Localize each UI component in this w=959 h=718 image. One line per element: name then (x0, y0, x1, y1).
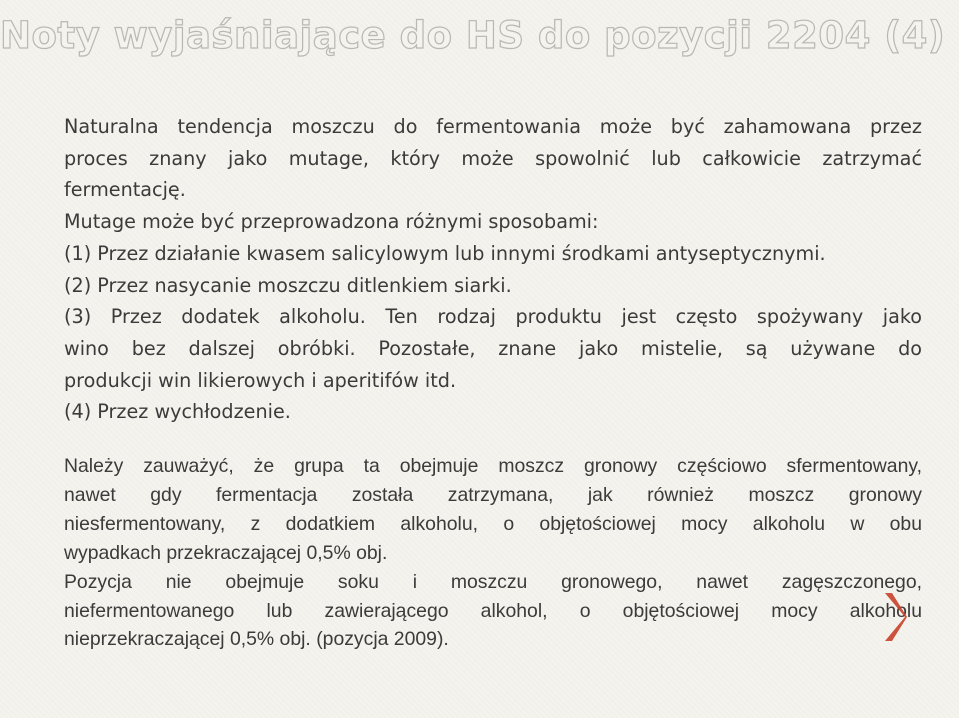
text-line: Mutage może być przeprowadzona różnymi sposobami: (64, 210, 599, 234)
text-line: (1) Przez działanie kwasem salicylowym lub innymi środkami antyseptycznymi. (64, 241, 826, 265)
body-block-mutage (64, 111, 922, 428)
text-line: proces znany jako mutage, który może spowolnić lub całkowicie zatrzymać (64, 146, 922, 170)
text-line: produkcji win likierowych i aperitifów itd. (64, 368, 457, 392)
text-line: niefermentowanego lub zawierającego alkohol, o objętościowej mocy alkoholu (64, 599, 922, 622)
chevron-right-icon (883, 591, 907, 643)
text-line: nieprzekraczającej 0,5% obj. (pozycja 2009). (64, 628, 449, 651)
text-line: wypadkach przekraczającej 0,5% obj. (64, 541, 388, 564)
body-block-notes (64, 452, 922, 654)
text-line: fermentację. (64, 178, 186, 202)
text-line: (3) Przez dodatek alkoholu. Ten rodzaj produktu jest często spożywany jako (64, 305, 922, 329)
text-line: niesfermentowany, z dodatkiem alkoholu, o objętościowej mocy alkoholu w obu (64, 512, 922, 535)
text-line: (2) Przez nasycanie moszczu ditlenkiem siarki. (64, 273, 512, 297)
chevron-right-icon-shape (885, 593, 907, 641)
text-line: Należy zauważyć, że grupa ta obejmuje moszcz gronowy częściowo sfermentowany, (64, 455, 922, 477)
text-line: wino bez dalszej obróbki. Pozostałe, znane jako mistelie, są używane do (64, 336, 922, 360)
text-line: Naturalna tendencja moszczu do fermentowania może być zahamowana przez (64, 115, 922, 138)
text-line: nawet gdy fermentacja została zatrzymana, jak również moszcz gronowy (64, 483, 922, 506)
text-line: (4) Przez wychłodzenie. (64, 400, 291, 424)
slide-title: Noty wyjaśniające do HS do pozycji 2204 (4) (0, 14, 946, 57)
text-line: Pozycja nie obejmuje soku i moszczu gronowego, nawet zagęszczonego, (64, 570, 922, 593)
